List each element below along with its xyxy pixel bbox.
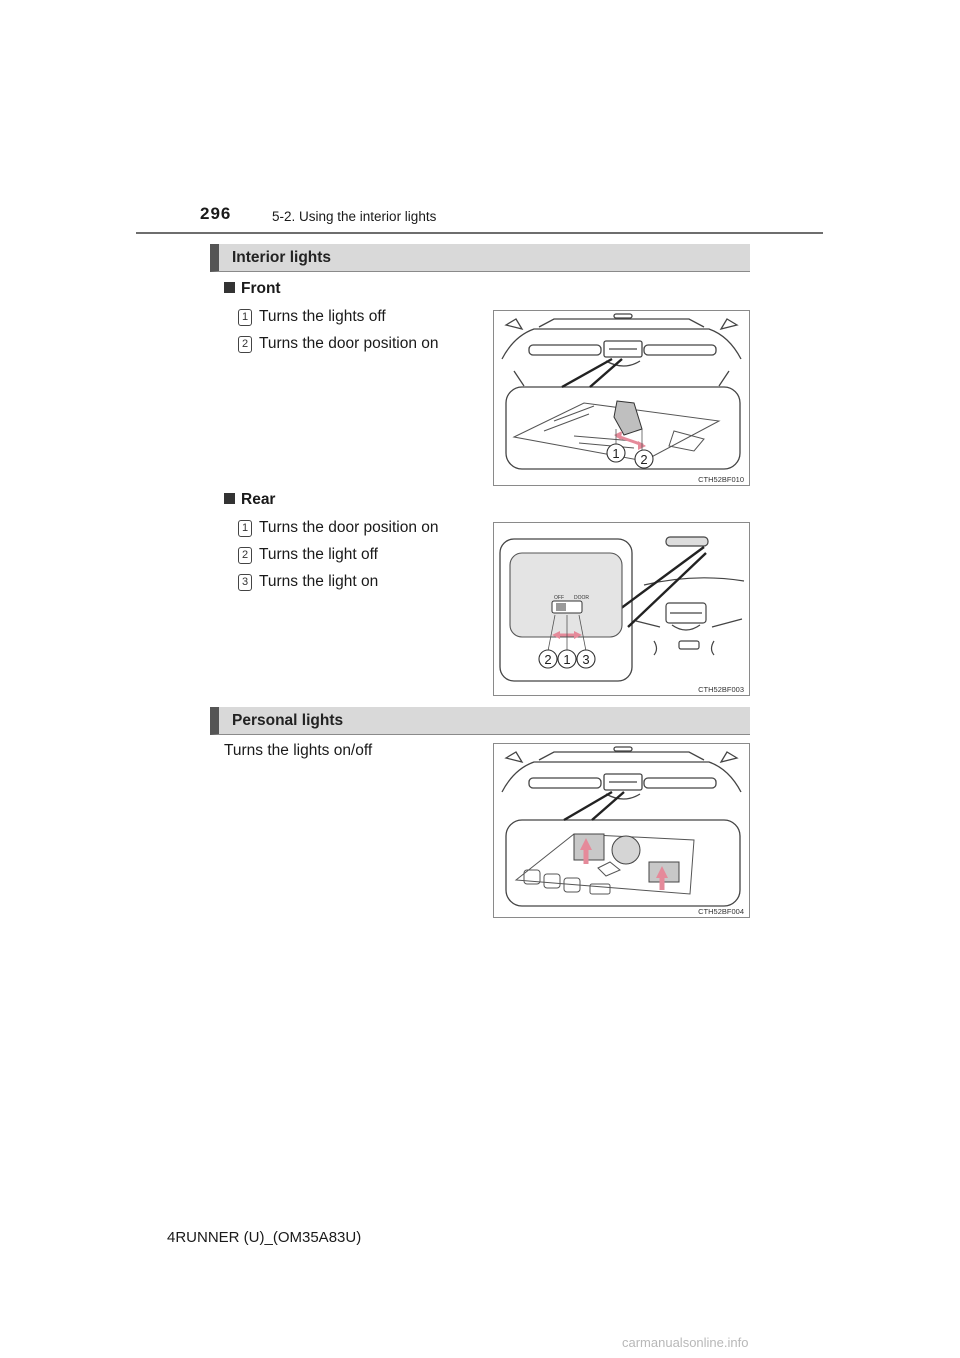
switch-label-door: DOOR <box>574 595 589 601</box>
personal-light-figure <box>493 743 750 918</box>
switch-label-off: OFF <box>554 595 564 601</box>
number-1-icon: 1 <box>238 520 252 537</box>
front-callout-1: 1 <box>612 446 620 461</box>
footer-model: 4RUNNER (U)_(OM35A83U) <box>167 1229 362 1246</box>
rear-dome-light-illustration <box>494 523 749 695</box>
personal-lights-illustration <box>494 744 749 917</box>
personal-figure-code: CTH52BF004 <box>698 907 744 916</box>
rear-item-2 <box>238 546 378 566</box>
rear-item-3 <box>238 573 378 593</box>
front-callout-2: 2 <box>640 452 648 467</box>
watermark: carmanualsonline.info <box>622 1335 749 1350</box>
front-overhead-console-illustration <box>494 311 749 485</box>
rear-item-2-text: Turns the light off <box>259 546 378 563</box>
rear-subheading <box>224 491 275 509</box>
front-item-2-text: Turns the door position on <box>259 335 439 352</box>
square-bullet-icon <box>224 282 235 293</box>
square-bullet-icon <box>224 493 235 504</box>
section-title: 5-2. Using the interior lights <box>272 209 437 224</box>
page-number: 296 <box>200 204 232 223</box>
rear-item-1-text: Turns the door position on <box>259 519 439 536</box>
front-figure-code: CTH52BF010 <box>698 475 744 484</box>
rear-callout-3: 3 <box>582 652 590 667</box>
number-1-icon: 1 <box>238 309 252 326</box>
front-interior-light-figure <box>493 310 750 486</box>
rear-interior-light-figure <box>493 522 750 696</box>
number-2-icon: 2 <box>238 547 252 564</box>
front-item-1 <box>238 308 386 328</box>
rear-callout-1: 1 <box>563 652 571 667</box>
front-subheading <box>224 280 281 298</box>
personal-lights-text: Turns the lights on/off <box>224 742 373 759</box>
rear-callout-2: 2 <box>544 652 552 667</box>
interior-lights-heading-text: Interior lights <box>232 249 332 266</box>
front-title: Front <box>241 280 281 297</box>
header-rule <box>136 232 823 234</box>
rear-item-1 <box>238 519 439 539</box>
front-item-2 <box>238 335 439 355</box>
number-3-icon: 3 <box>238 574 252 591</box>
front-item-1-text: Turns the lights off <box>259 308 386 325</box>
rear-item-3-text: Turns the light on <box>259 573 379 590</box>
number-2-icon: 2 <box>238 336 252 353</box>
personal-lights-heading <box>210 707 750 735</box>
personal-lights-heading-text: Personal lights <box>232 712 344 729</box>
rear-title: Rear <box>241 491 276 508</box>
rear-figure-code: CTH52BF003 <box>698 685 744 694</box>
interior-lights-heading <box>210 244 750 272</box>
